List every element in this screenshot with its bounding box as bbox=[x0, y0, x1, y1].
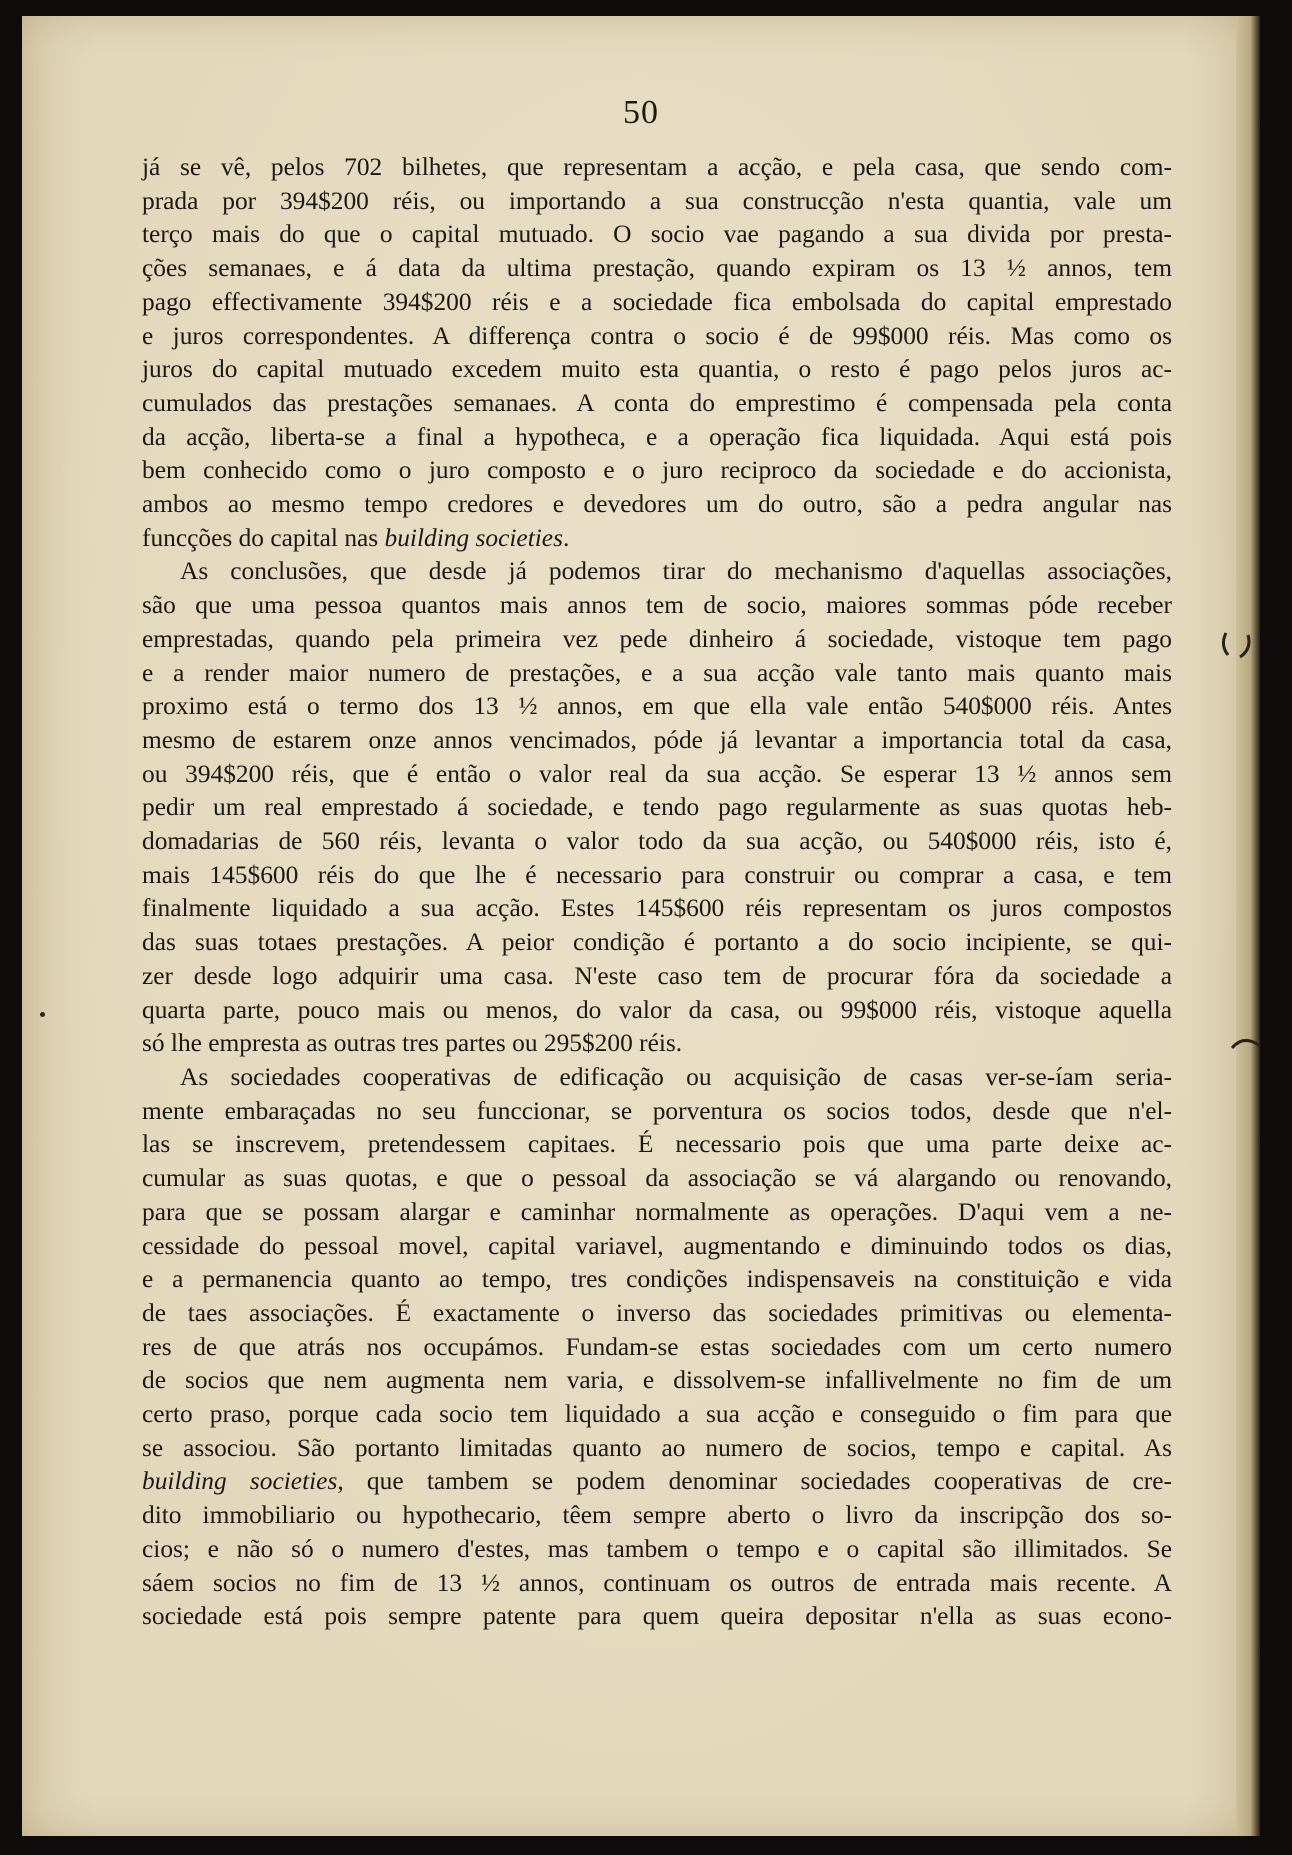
text-line: cumulados das prestações semanaes. A conta do emprestimo é compensada pela conta bbox=[142, 388, 1172, 417]
text-line: das suas totaes prestações. A peior condição é portanto a do socio incipiente, se qui- bbox=[142, 928, 1172, 957]
text-line: cessidade do pessoal movel, capital variavel, augmentando e diminuindo todos os dias, bbox=[142, 1231, 1172, 1260]
text-line: da acção, liberta-se a final a hypotheca, e a operação fica liquidada. Aqui está pois bbox=[142, 422, 1172, 451]
text-line: finalmente liquidado a sua acção. Estes 145$600 réis representam os juros compostos bbox=[142, 894, 1172, 923]
italic-phrase: building societies bbox=[142, 1467, 338, 1496]
text-line: e a render maior numero de prestações, e a sua acção vale tanto mais quanto mais bbox=[142, 658, 1172, 687]
text-line: mente embaraçadas no seu funccionar, se porventura os socios todos, desde que n'el- bbox=[142, 1096, 1172, 1125]
text-line: ambos ao mesmo tempo credores e devedores um do outro, são a pedra angular nas bbox=[142, 490, 1172, 519]
text-line: sociedade está pois sempre patente para quem queira depositar n'ella as suas econo- bbox=[142, 1602, 1172, 1631]
text-line: ou 394$200 réis, que é então o valor real da sua acção. Se esperar 13 ½ annos sem bbox=[142, 759, 1172, 788]
text-line: building societies, que tambem se podem denominar sociedades cooperativas de cre- bbox=[142, 1467, 1172, 1496]
text-line: e a permanencia quanto ao tempo, tres condições indispensaveis na constituição e vida bbox=[142, 1265, 1172, 1294]
binding-stitch-icon bbox=[1218, 625, 1258, 665]
text-line: se associou. São portanto limitadas quanto ao numero de socios, tempo e capital. As bbox=[142, 1433, 1172, 1462]
text-line: dito immobiliario ou hypothecario, têem sempre aberto o livro da inscripção dos so- bbox=[142, 1501, 1172, 1530]
binding-edge bbox=[1236, 16, 1260, 1836]
page-number: 50 bbox=[623, 94, 659, 131]
text-line: res de que atrás nos occupámos. Fundam-se estas sociedades com um certo numero bbox=[142, 1332, 1172, 1361]
text-line: emprestadas, quando pela primeira vez pede dinheiro á sociedade, vistoque tem pago bbox=[142, 624, 1172, 653]
text-line: As conclusões, que desde já podemos tirar do mechanismo d'aquellas associações, bbox=[180, 557, 1172, 586]
body-text bbox=[142, 151, 1172, 1634]
text-line: prada por 394$200 réis, ou importando a sua construcção n'esta quantia, vale um bbox=[142, 186, 1172, 215]
text-line: funcções do capital nas building societies. bbox=[142, 523, 570, 552]
book-page bbox=[22, 16, 1260, 1836]
text-line: já se vê, pelos 702 bilhetes, que representam a acção, e pela casa, que sendo com- bbox=[142, 153, 1172, 181]
text-line: sáem socios no fim de 13 ½ annos, continuam os outros de entrada mais recente. A bbox=[142, 1568, 1172, 1597]
text-line: zer desde logo adquirir uma casa. N'este caso tem de procurar fóra da sociedade a bbox=[142, 961, 1172, 990]
text-line: domadarias de 560 réis, levanta o valor todo da sua acção, ou 540$000 réis, isto é, bbox=[142, 827, 1172, 856]
text-line: bem conhecido como o juro composto e o juro reciproco da sociedade e do accionista, bbox=[142, 456, 1172, 485]
text-line: proximo está o termo dos 13 ½ annos, em que ella vale então 540$000 réis. Antes bbox=[142, 692, 1172, 721]
text-line: pago effectivamente 394$200 réis e a sociedade fica embolsada do capital emprestado bbox=[142, 287, 1172, 316]
text-line: cios; e não só o numero d'estes, mas tambem o tempo e o capital são illimitados. Se bbox=[142, 1534, 1172, 1563]
text-line: são que uma pessoa quantos mais annos tem de socio, maiores sommas póde receber bbox=[142, 591, 1172, 620]
text-line: mesmo de estarem onze annos vencimados, póde já levantar a importancia total da casa, bbox=[142, 725, 1172, 754]
text-line: pedir um real emprestado á sociedade, e tendo pago regularmente as suas quotas heb- bbox=[142, 793, 1172, 822]
text-line: ções semanaes, e á data da ultima prestação, quando expiram os 13 ½ annos, tem bbox=[142, 254, 1172, 283]
text-line: certo praso, porque cada socio tem liquidado a sua acção e conseguido o fim para que bbox=[142, 1400, 1172, 1429]
text-line: terço mais do que o capital mutuado. O socio vae pagando a sua divida por presta- bbox=[142, 220, 1172, 249]
text-line: só lhe empresta as outras tres partes ou 295$200 réis. bbox=[142, 1029, 683, 1058]
text-line: para que se possam alargar e caminhar normalmente as operações. D'aqui vem a ne- bbox=[142, 1197, 1172, 1226]
text-line: las se inscrevem, pretendessem capitaes. É necessario pois que uma parte deixe ac- bbox=[142, 1130, 1172, 1159]
text-line: mais 145$600 réis do que lhe é necessario para construir ou comprar a casa, e tem bbox=[142, 860, 1172, 889]
text-line: de socios que nem augmenta nem varia, e dissolvem-se infallivelmente no fim de um bbox=[142, 1366, 1172, 1395]
margin-speck bbox=[40, 1012, 45, 1017]
text-line: e juros correspondentes. A differença contra o socio é de 99$000 réis. Mas como os bbox=[142, 321, 1172, 350]
text-line: de taes associações. É exactamente o inverso das sociedades primitivas ou elementa- bbox=[142, 1298, 1172, 1327]
italic-phrase: building societies bbox=[384, 523, 563, 552]
text-line: As sociedades cooperativas de edificação ou acquisição de casas ver-se-íam seria- bbox=[180, 1062, 1172, 1091]
text-line: quarta parte, pouco mais ou menos, do valor da casa, ou 99$000 réis, vistoque aquella bbox=[142, 995, 1172, 1024]
text-line: juros do capital mutuado excedem muito esta quantia, o resto é pago pelos juros ac- bbox=[142, 355, 1172, 384]
binding-stitch-icon bbox=[1228, 1030, 1264, 1060]
text-line: cumular as suas quotas, e que o pessoal da associação se vá alargando ou renovando, bbox=[142, 1164, 1172, 1193]
